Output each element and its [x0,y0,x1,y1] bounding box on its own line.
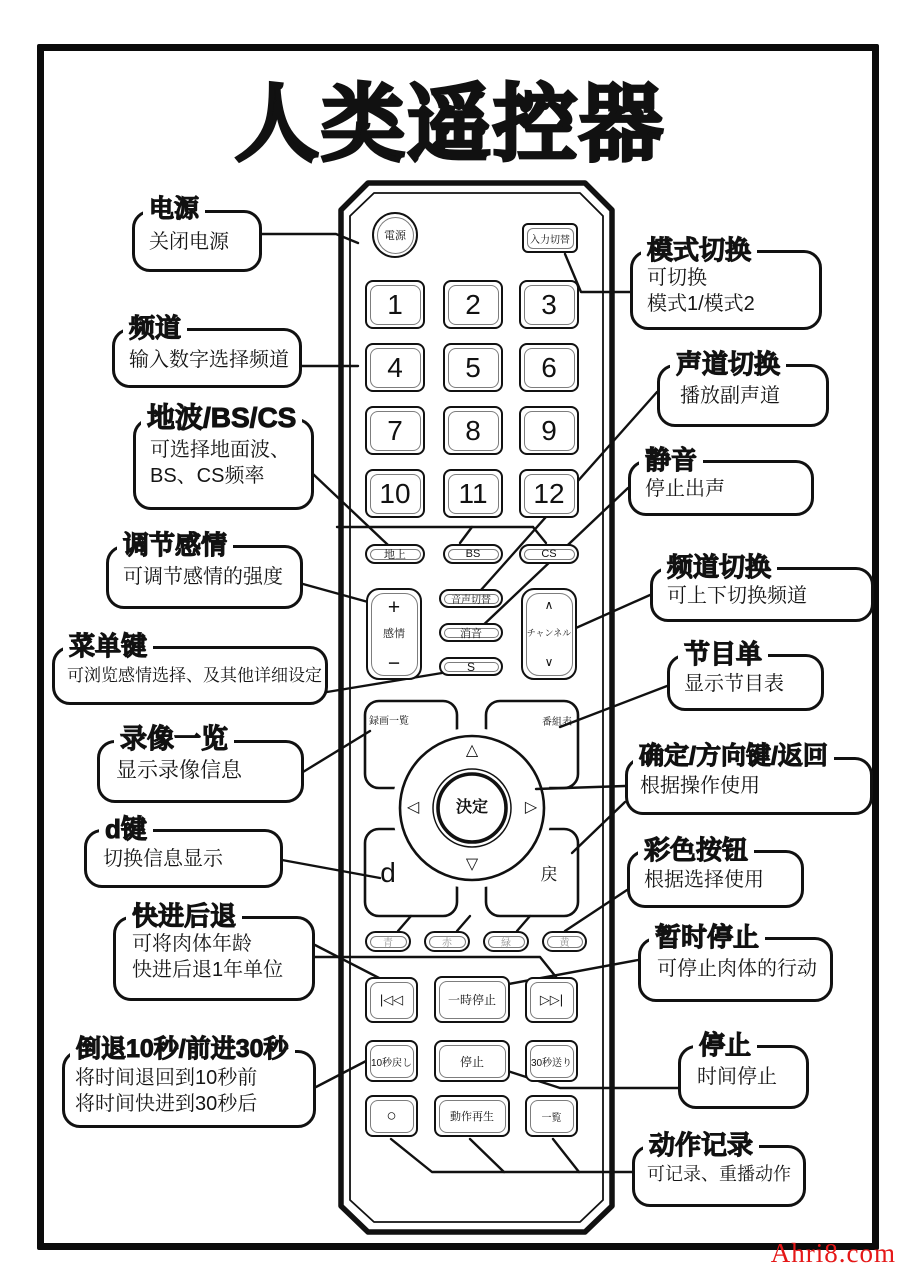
callout-title: 快进后退 [126,903,242,929]
callout-desc: 快进后退1年单位 [132,959,284,982]
action-replay-text: 動作再生 [450,1111,494,1123]
ff-callout [113,901,315,1001]
stop-text: 停止 [459,1054,484,1069]
callout-desc: 可上下切换频道 [667,585,807,607]
callout-desc: 显示录像信息 [116,759,242,782]
callout-title: d键 [99,816,153,842]
watermark: Ahri8.com [770,1238,896,1268]
stop-callout [678,1030,809,1109]
record-text: ○ [386,1106,397,1125]
callout-desc: 切换信息显示 [103,848,223,870]
back-label[interactable] [532,862,566,886]
callout-desc: 可记录、重播动作 [647,1164,791,1184]
rewind-callout [62,1035,316,1128]
callout-title: 动作记录 [643,1132,759,1158]
back-text: 戻 [540,864,558,884]
band-terrestrial-button[interactable] [365,544,425,564]
color-yellow-button[interactable] [542,931,587,952]
emotion-plus-label[interactable] [366,596,422,618]
callout-desc: 关闭电源 [149,231,229,253]
num-1-button[interactable] [365,280,425,329]
num-11-button[interactable] [443,469,503,518]
callout-title: 电源 [143,197,205,222]
num-7-text: 7 [387,414,403,446]
arrow-up-text: △ [465,742,479,759]
num-8-text: 8 [465,414,481,446]
callout-title: 模式切换 [641,237,757,263]
arrow-right-label[interactable] [522,798,540,818]
num-12-text: 12 [533,477,565,509]
arrow-down-text: ▽ [465,856,479,873]
callout-title: 节目单 [678,641,768,667]
callout-title: 频道 [123,315,187,341]
num-1-text: 1 [387,288,403,320]
stop-button[interactable] [434,1040,510,1082]
page-title: 人类遥控器 [234,77,665,171]
color-blue-text: 青 [383,938,393,949]
skip-back-button[interactable] [365,977,418,1023]
callout-desc: 可将肉体年龄 [132,933,252,955]
channel-label-text: チャンネル [526,627,572,638]
arrow-up-label[interactable] [462,742,482,760]
forward-30s-text: 30秒送り [530,1057,573,1069]
power-text: 電源 [384,230,406,242]
back-10s-text: 10秒戻し [370,1057,413,1069]
pause-callout [638,922,833,1002]
input-switch-text: 入力切替 [530,234,570,246]
band-bs-text: BS [465,548,481,560]
ok-label[interactable] [446,798,498,818]
callout-title: 确定/方向键/返回 [633,744,834,769]
action-callout [632,1130,806,1207]
audio-switch-button[interactable] [439,589,503,608]
num-7-button[interactable] [365,406,425,455]
d-key-text: d [380,857,396,888]
callout-title: 暂时停止 [649,924,765,950]
callout-title: 菜单键 [63,633,153,659]
band-callout [133,402,314,510]
d-key-callout [84,814,283,888]
mode-callout [630,235,822,330]
callout-desc: 可浏览感情选择、及其他详细设定 [67,666,322,685]
skip-forward-button[interactable] [525,977,578,1023]
s-key-button[interactable] [439,657,503,676]
callout-title: 静音 [639,447,703,473]
color-red-button[interactable] [424,931,470,952]
record-button[interactable] [365,1095,418,1137]
band-bs-button[interactable] [443,544,503,564]
mute-callout [628,445,814,516]
arrow-right-text: ▷ [524,799,538,816]
list-text: 一覧 [541,1112,562,1124]
num-12-button[interactable] [519,469,579,518]
num-3-button[interactable] [519,280,579,329]
callout-title: 彩色按钮 [638,837,754,863]
num-4-text: 4 [387,351,403,383]
menu-callout [52,631,328,705]
channel-up-text: ∧ [544,598,554,612]
s-key-text: S [466,659,475,674]
callout-desc: 时间停止 [697,1066,777,1088]
emotion-label-text: 感情 [383,627,405,640]
power-button[interactable] [372,212,418,258]
callout-desc: BS、CS频率 [150,465,265,488]
num-6-text: 6 [541,351,557,383]
guide-callout [667,639,824,711]
emotion-callout [106,530,303,609]
mute-text: 消音 [460,627,482,640]
emotion-plus-text: + [387,595,401,619]
arrow-down-label[interactable] [462,856,482,874]
callout-desc: 输入数字选择频道 [129,349,289,371]
power-callout [132,195,262,272]
num-8-button[interactable] [443,406,503,455]
d-key-label[interactable] [372,856,404,890]
rec-list-callout [97,724,304,803]
callout-desc: 停止出声 [645,478,725,500]
color-yellow-text: 黄 [559,938,570,949]
ok-text: 決定 [455,799,488,816]
back-10s-button[interactable] [365,1040,418,1082]
emotion-minus-text: − [387,651,401,675]
channel-up-label[interactable] [521,598,577,612]
color-callout [627,835,804,908]
list-button[interactable] [525,1095,578,1137]
arrow-left-label[interactable] [404,798,422,818]
num-5-button[interactable] [443,343,503,392]
callout-title: 声道切换 [670,351,786,377]
num-10-button[interactable] [365,469,425,518]
forward-30s-button[interactable] [525,1040,578,1082]
rec-list-text: 録画一覧 [369,716,409,727]
callout-title: 地波/BS/CS [141,404,302,432]
channel-down-text: ∨ [544,655,554,669]
num-2-button[interactable] [443,280,503,329]
callout-desc: 可停止肉体的行动 [657,958,817,980]
skip-back-text: |◁◁ [379,992,404,1007]
arrow-left-text: ◁ [406,799,420,816]
band-terrestrial-text: 地上 [384,549,406,561]
callout-title: 调节感情 [117,532,233,558]
emotion-label-label [366,627,422,641]
input-switch-button[interactable] [522,223,578,253]
rec-list-label[interactable] [369,715,453,729]
channel-label-label [521,627,577,639]
callout-desc: 播放副声道 [680,385,780,407]
num-9-text: 9 [541,414,557,446]
num-4-button[interactable] [365,343,425,392]
callout-desc: 模式1/模式2 [647,293,755,316]
callout-desc: 可选择地面波、 [150,439,290,461]
ok-callout [625,742,873,815]
num-11-text: 11 [458,477,488,509]
skip-forward-text: ▷▷| [539,992,564,1007]
callout-desc: 根据选择使用 [644,869,764,891]
channel-down-label[interactable] [521,655,577,669]
color-red-text: 赤 [442,938,452,949]
num-6-button[interactable] [519,343,579,392]
callout-title: 倒退10秒/前进30秒 [70,1037,295,1062]
pause-button[interactable] [434,976,510,1023]
callout-desc: 显示节目表 [684,673,784,695]
pause-text: 一時停止 [447,993,496,1007]
ch-switch-callout [650,552,874,622]
mute-button[interactable] [439,623,503,642]
num-5-text: 5 [465,351,481,383]
channel-callout [112,313,302,388]
callout-desc: 可切换 [647,267,707,289]
num-9-button[interactable] [519,406,579,455]
num-10-text: 10 [379,477,411,509]
num-3-text: 3 [541,288,557,320]
num-2-text: 2 [465,288,481,320]
callout-desc: 将时间退回到10秒前 [75,1067,258,1089]
color-green-text: 緑 [501,938,511,949]
callout-title: 停止 [693,1032,757,1058]
band-cs-text: CS [541,548,557,560]
band-cs-button[interactable] [519,544,579,564]
guide-label[interactable] [490,716,572,730]
emotion-minus-label[interactable] [366,652,422,674]
audio-switch-text: 音声切替 [451,595,491,606]
callout-title: 频道切换 [661,554,777,580]
action-replay-button[interactable] [434,1095,510,1137]
color-green-button[interactable] [483,931,529,952]
guide-text: 番組表 [542,717,572,728]
callout-desc: 根据操作使用 [640,775,760,797]
audio-callout [657,349,829,427]
callout-desc: 将时间快进到30秒后 [75,1093,258,1116]
callout-desc: 可调节感情的强度 [123,566,283,588]
color-blue-button[interactable] [365,931,411,952]
callout-title: 录像一览 [114,726,234,753]
